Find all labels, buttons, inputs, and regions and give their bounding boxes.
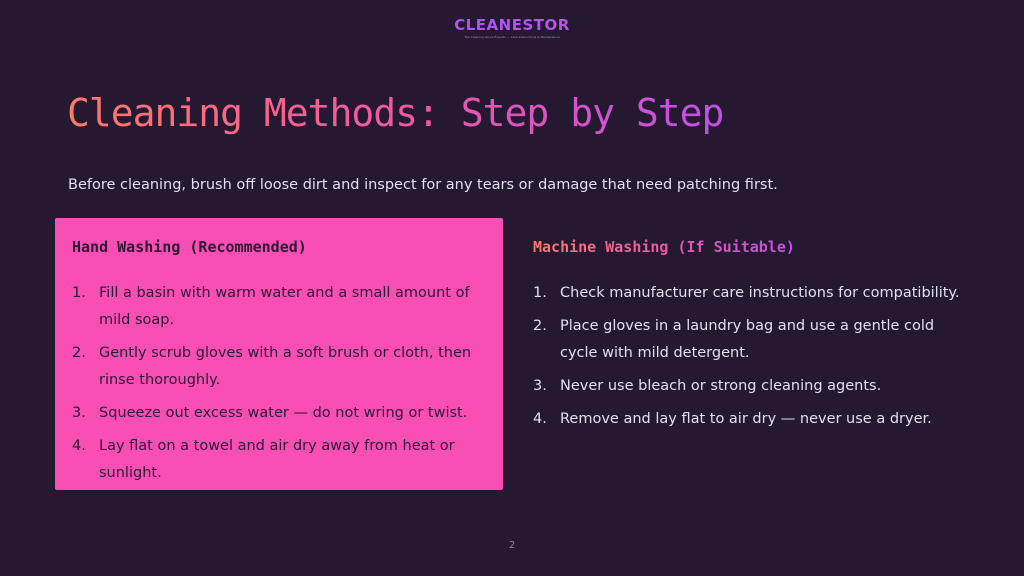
step-text: Place gloves in a laundry bag and use a gentle cold cycle with mild detergent. <box>560 318 935 361</box>
hand-washing-step <box>72 340 487 394</box>
slide-title: Cleaning Methods: Step by Step <box>67 88 723 138</box>
hand-washing-step <box>72 280 487 334</box>
step-text: Fill a basin with warm water and a small amount of mild soap. <box>99 285 470 328</box>
page-number: 2 <box>508 540 516 551</box>
machine-washing-step <box>533 373 973 400</box>
step-text: Remove and lay flat to air dry — never use a dryer. <box>560 411 932 427</box>
step-number: 3. <box>533 378 547 394</box>
brand-tagline: The Cleaning Glove Experts — Care Instructions & Maintenance <box>464 35 560 39</box>
machine-washing-step <box>533 280 973 307</box>
step-number: 3. <box>72 405 86 421</box>
brand-name: CLEANESTOR <box>0 16 1024 34</box>
step-number: 1. <box>533 285 547 301</box>
step-text: Check manufacturer care instructions for compatibility. <box>560 285 960 301</box>
step-number: 4. <box>533 411 547 427</box>
step-number: 1. <box>72 285 86 301</box>
hand-washing-step <box>72 433 487 487</box>
step-number: 2. <box>72 345 86 361</box>
step-text: Never use bleach or strong cleaning agents. <box>560 378 882 394</box>
machine-washing-step <box>533 406 973 433</box>
machine-washing-step <box>533 313 973 367</box>
step-number: 4. <box>72 438 86 454</box>
slide-intro: Before cleaning, brush off loose dirt and inspect for any tears or damage that need patching first. <box>68 177 778 193</box>
step-text: Lay flat on a towel and air dry away from heat or sunlight. <box>99 438 455 481</box>
machine-washing-heading: Machine Washing (If Suitable) <box>533 238 795 256</box>
hand-washing-heading: Hand Washing (Recommended) <box>72 238 307 256</box>
hand-washing-card <box>55 218 503 490</box>
machine-washing-steps <box>533 280 973 439</box>
hand-washing-step <box>72 400 487 427</box>
step-number: 2. <box>533 318 547 334</box>
hand-washing-steps <box>72 280 487 493</box>
brand-logo <box>0 16 1024 40</box>
step-text: Gently scrub gloves with a soft brush or cloth, then rinse thoroughly. <box>99 345 472 388</box>
step-text: Squeeze out excess water — do not wring or twist. <box>99 405 468 421</box>
machine-washing-section <box>517 218 987 490</box>
